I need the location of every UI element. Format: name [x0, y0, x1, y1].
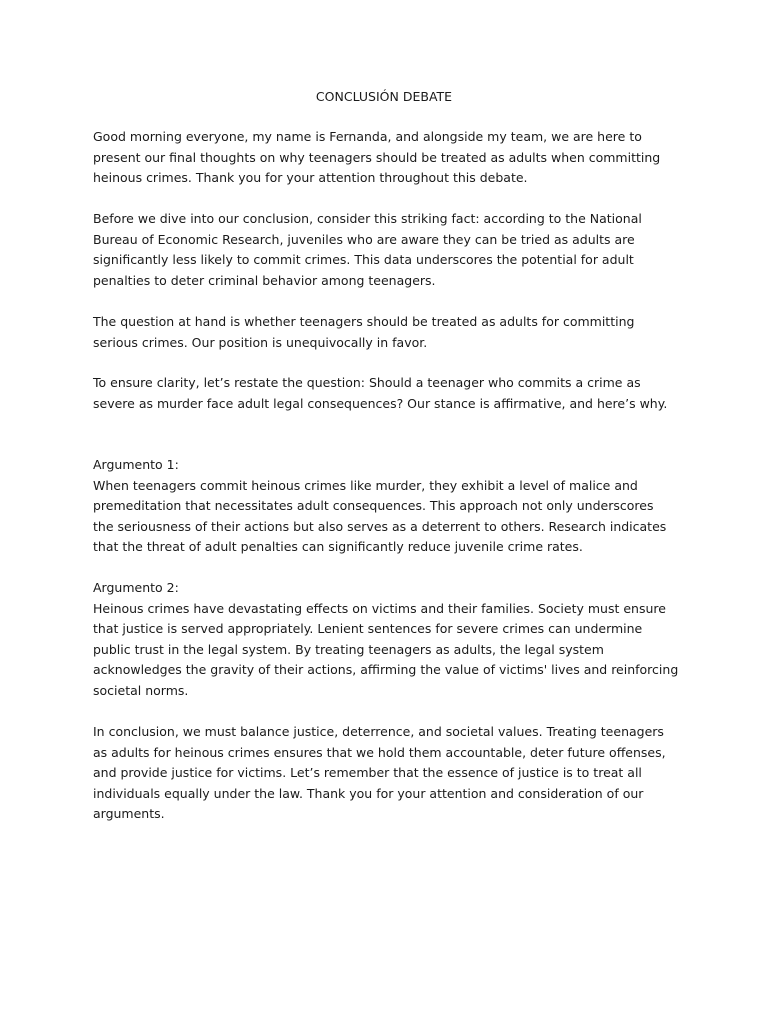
- paragraph-striking-fact: [93, 209, 693, 291]
- paragraph-line: Bureau of Economic Research, juveniles who are aware they can be tried as adults are: [93, 231, 635, 247]
- argument-heading: Argumento 1:: [93, 457, 179, 472]
- paragraph-line: In conclusion, we must balance justice, deterrence, and societal values. Treating teenagers: [93, 724, 664, 739]
- paragraph-line: and provide justice for victims. Let’s remember that the essence of justice is to treat all: [93, 765, 642, 780]
- argument-heading: Argumento 2:: [93, 580, 179, 595]
- paragraph-line: Before we dive into our conclusion, consider this striking fact: according to the National: [93, 211, 642, 226]
- paragraph-line: penalties to deter criminal behavior among teenagers.: [93, 272, 436, 288]
- paragraph-line: that justice is served appropriately. Lenient sentences for severe crimes can undermine: [93, 621, 643, 636]
- paragraph-conclusion: [93, 722, 693, 825]
- paragraph-question: [93, 312, 693, 353]
- paragraph-argument-1: [93, 455, 693, 558]
- paragraph-line: To ensure clarity, let’s restate the question: Should a teenager who commits a crime as: [93, 375, 641, 390]
- paragraph-line: heinous crimes. Thank you for your attention throughout this debate.: [93, 170, 528, 185]
- paragraph-line: public trust in the legal system. By treating teenagers as adults, the legal system: [93, 641, 604, 657]
- paragraph-line: Good morning everyone, my name is Fernanda, and alongside my team, we are here to: [93, 129, 642, 144]
- paragraph-line: as adults for heinous crimes ensures that we hold them accountable, deter future offenses,: [93, 744, 666, 760]
- paragraph-introduction: [93, 127, 693, 189]
- paragraph-line: premeditation that necessitates adult consequences. This approach not only underscores: [93, 498, 654, 513]
- paragraph-line: societal norms.: [93, 682, 189, 698]
- paragraph-line: severe as murder face adult legal consequences? Our stance is affirmative, and here’s why.: [93, 395, 668, 411]
- document-title: CONCLUSIÓN DEBATE: [315, 89, 453, 104]
- paragraph-line: significantly less likely to commit crimes. This data underscores the potential for adult: [93, 252, 634, 267]
- paragraph-argument-2: [93, 578, 693, 701]
- paragraph-line: individuals equally under the law. Thank you for your attention and consideration of our: [93, 785, 644, 801]
- paragraph-line: The question at hand is whether teenagers should be treated as adults for committing: [93, 314, 635, 329]
- paragraph-line: acknowledges the gravity of their actions, affirming the value of victims' lives and reinforcing: [93, 662, 679, 677]
- paragraph-restatement: [93, 373, 693, 414]
- paragraph-line: serious crimes. Our position is unequivocally in favor.: [93, 334, 428, 350]
- paragraph-line: Heinous crimes have devastating effects on victims and their families. Society must ensure: [93, 600, 666, 616]
- paragraph-line: present our final thoughts on why teenagers should be treated as adults when committing: [93, 149, 661, 165]
- paragraph-line: arguments.: [93, 806, 165, 821]
- paragraph-line: that the threat of adult penalties can significantly reduce juvenile crime rates.: [93, 539, 583, 554]
- paragraph-line: When teenagers commit heinous crimes like murder, they exhibit a level of malice and: [93, 477, 638, 493]
- paragraph-line: the seriousness of their actions but also serves as a deterrent to others. Research indicates: [93, 518, 667, 534]
